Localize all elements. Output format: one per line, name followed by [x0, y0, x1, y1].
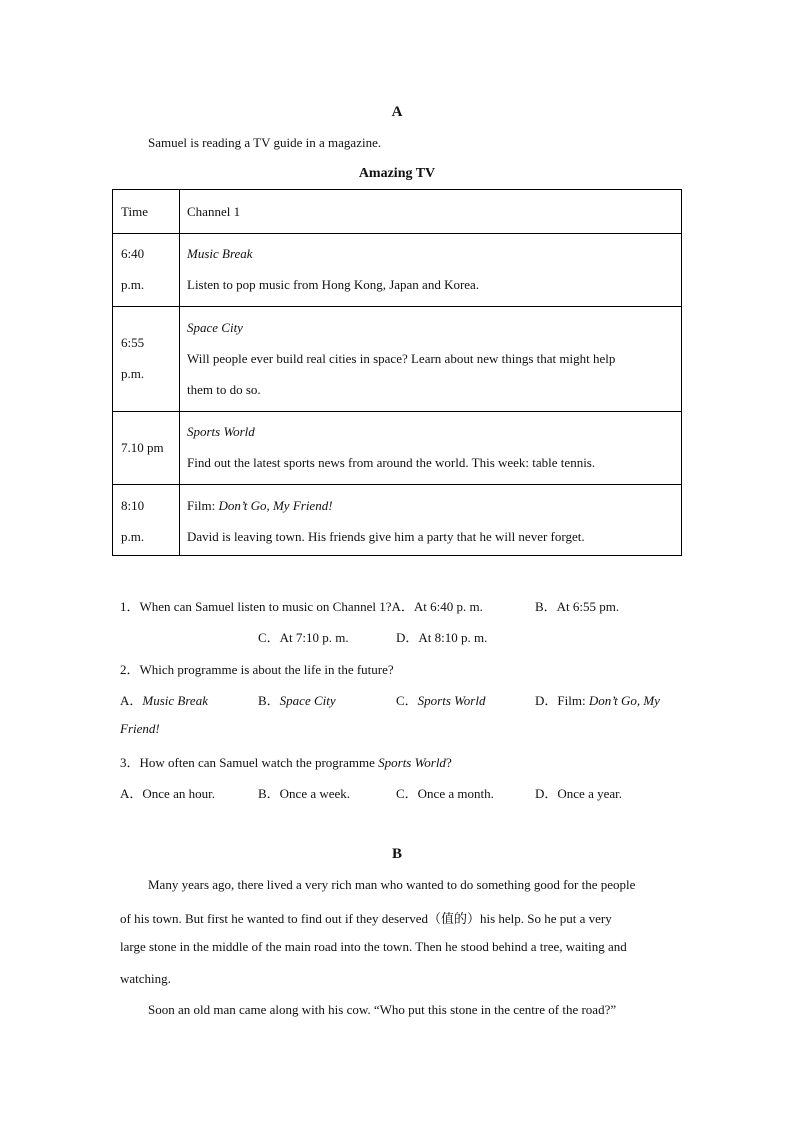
option-a-label: A． — [391, 599, 414, 614]
option-text: At 8:10 p. m. — [418, 630, 488, 645]
paragraph-line: Many years ago, there lived a very rich man who wanted to do something good for the people — [148, 877, 636, 892]
column-divider — [179, 190, 180, 555]
programme-description: David is leaving town. His friends give him a party that he will never forget. — [187, 529, 585, 544]
question-3-option-a — [120, 783, 215, 802]
option-label: D． — [535, 786, 558, 801]
header-channel: Channel 1 — [187, 204, 241, 219]
question-text: How often can Samuel watch the programme — [139, 755, 379, 770]
option-label: C． — [396, 693, 418, 708]
row-time: 7.10 pm — [121, 440, 164, 455]
row-time: 6:55 — [121, 335, 145, 350]
question-number: 1． — [120, 599, 140, 614]
question-1-option-b — [535, 596, 619, 615]
question-1 — [120, 596, 483, 615]
question-2-option-d — [535, 690, 660, 709]
row-divider — [113, 306, 681, 307]
option-label: C． — [258, 630, 280, 645]
question-2-option-c — [396, 690, 485, 709]
paragraph-line: watching. — [120, 971, 171, 986]
header-time: Time — [121, 204, 148, 219]
programme-description: Find out the latest sports news from around the world. This week: table tennis. — [187, 455, 596, 470]
question-2-option-a — [120, 690, 208, 709]
row-time-suffix: p.m. — [121, 366, 145, 381]
row-time: 6:40 — [121, 246, 145, 261]
question-text: When can Samuel listen to music on Channel 1? — [139, 599, 392, 614]
option-label: A． — [120, 786, 143, 801]
option-text: Sports World — [417, 693, 486, 708]
option-label: B． — [535, 599, 557, 614]
option-prefix: Film: — [557, 693, 589, 708]
option-label: A． — [120, 693, 143, 708]
question-1-option-d — [396, 627, 487, 646]
question-3-option-d — [535, 783, 622, 802]
tv-guide-title: Amazing TV — [358, 166, 436, 181]
row-time-suffix: p.m. — [121, 277, 145, 292]
programme-description-cont: them to do so. — [187, 382, 261, 397]
question-1-option-c — [258, 627, 349, 646]
section-a-intro: Samuel is reading a TV guide in a magazine. — [148, 135, 382, 150]
question-text-suffix: ? — [445, 755, 452, 770]
programme-title — [187, 498, 333, 514]
tv-guide-table — [112, 189, 682, 556]
question-3 — [120, 752, 452, 771]
section-b-heading: B — [391, 846, 402, 862]
question-text-italic: Sports World — [378, 755, 446, 770]
option-text: Don’t Go, My — [588, 693, 660, 708]
option-label: D． — [535, 693, 558, 708]
option-text: Space City — [279, 693, 336, 708]
option-text: At 6:55 pm. — [556, 599, 620, 614]
film-title: Don’t Go, My Friend! — [218, 498, 333, 513]
question-number: 2． — [120, 662, 140, 677]
paragraph-2: Soon an old man came along with his cow. “Who put this stone in the centre of the road?” — [148, 1002, 617, 1017]
option-text: Once a month. — [417, 786, 494, 801]
question-number: 3． — [120, 755, 140, 770]
option-label: B． — [258, 786, 280, 801]
question-3-option-c — [396, 783, 494, 802]
paragraph-line: of his town. But first he wanted to find out if they deserved（值的）his help. So he put a very — [120, 911, 612, 926]
programme-title: Music Break — [187, 246, 253, 261]
row-time-suffix: p.m. — [121, 529, 145, 544]
programme-description: Listen to pop music from Hong Kong, Japan and Korea. — [187, 277, 480, 292]
option-text: Once a year. — [557, 786, 622, 801]
question-text: Which programme is about the life in the future? — [139, 662, 394, 677]
programme-description: Will people ever build real cities in space? Learn about new things that might help — [187, 351, 616, 366]
option-label: B． — [258, 693, 280, 708]
option-label: D． — [396, 630, 419, 645]
question-2-option-d-wrap: Friend! — [120, 721, 160, 736]
row-divider — [113, 411, 681, 412]
row-divider — [113, 233, 681, 234]
option-text: Music Break — [142, 693, 208, 708]
row-time: 8:10 — [121, 498, 145, 513]
question-2 — [120, 659, 394, 678]
programme-title: Space City — [187, 320, 243, 335]
row-divider — [113, 484, 681, 485]
option-text: At 7:10 p. m. — [279, 630, 349, 645]
option-a-text: At 6:40 p. m. — [413, 599, 483, 614]
option-text: Once a week. — [279, 786, 351, 801]
paragraph-line: large stone in the middle of the main road into the town. Then he stood behind a tree, waiting and — [120, 939, 627, 954]
question-3-option-b — [258, 783, 350, 802]
title-prefix: Film: — [187, 498, 219, 513]
option-label: C． — [396, 786, 418, 801]
question-2-option-b — [258, 690, 336, 709]
programme-title: Sports World — [187, 424, 255, 439]
section-a-heading: A — [391, 104, 403, 120]
option-text: Once an hour. — [142, 786, 215, 801]
